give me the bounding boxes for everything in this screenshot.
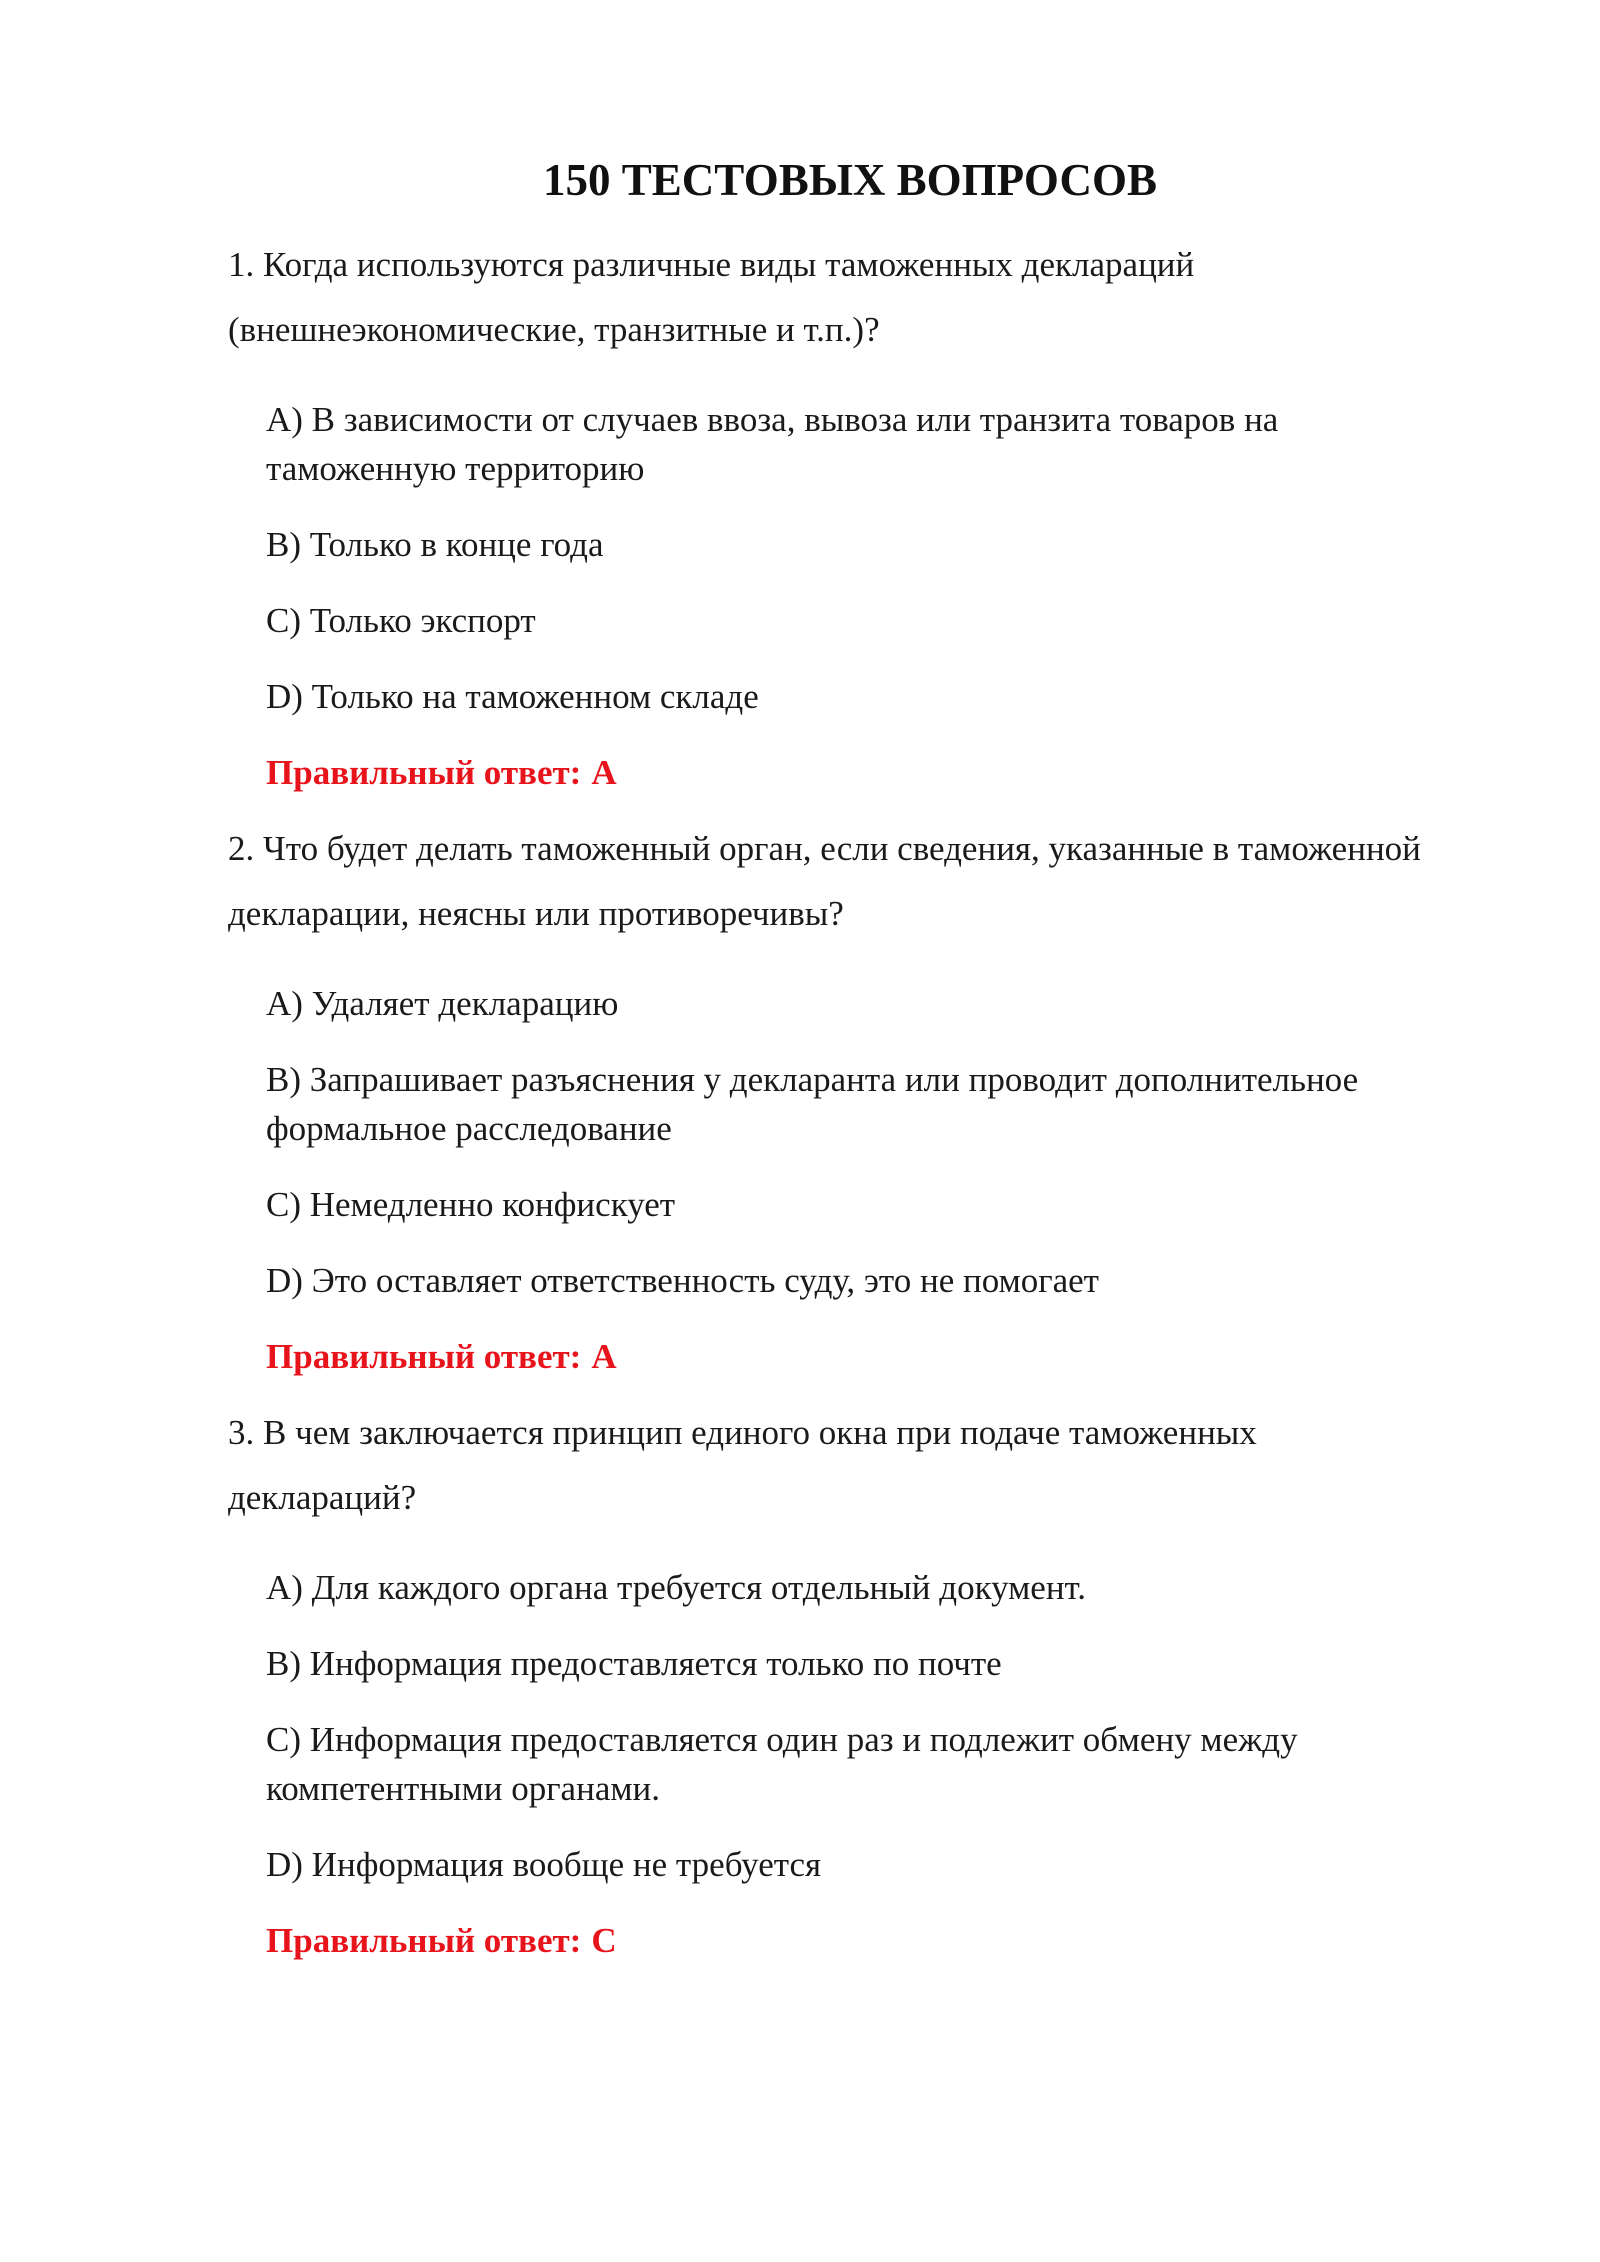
question-2-option-b: B) Запрашивает разъяснения у декларанта или проводит дополнительное формальное расследование [266, 1060, 1359, 1148]
question-3-answer [266, 1916, 617, 1965]
answer-value: A [591, 1337, 617, 1376]
question-1-options [266, 395, 1466, 721]
question-3-options [266, 1563, 1466, 1889]
answer-label: Правильный ответ: [266, 753, 582, 792]
question-3-text: 3. В чем заключается принцип единого окна при подаче таможенных деклараций? [228, 1413, 1257, 1517]
question-2-option-c: C) Немедленно конфискует [266, 1185, 676, 1224]
question-2-option-a: A) Удаляет декларацию [266, 984, 619, 1023]
question-2-option-d: D) Это оставляет ответственность суду, это не помогает [266, 1261, 1099, 1300]
question-1-option-c: C) Только экспорт [266, 601, 536, 640]
question-2-answer [266, 1332, 617, 1381]
answer-label: Правильный ответ: [266, 1921, 582, 1960]
question-1-option-a: A) В зависимости от случаев ввоза, вывоза или транзита товаров на таможенную территорию [266, 400, 1279, 488]
question-3-option-c: C) Информация предоставляется один раз и подлежит обмену между компетентными органами. [266, 1720, 1298, 1808]
question-1-answer [266, 748, 617, 797]
question-2-text: 2. Что будет делать таможенный орган, если сведения, указанные в таможенной декларации, неясны или противоречивы? [228, 829, 1421, 933]
answer-value: A [591, 753, 617, 792]
question-3-option-d: D) Информация вообще не требуется [266, 1845, 822, 1884]
answer-label: Правильный ответ: [266, 1337, 582, 1376]
question-3-option-b: B) Информация предоставляется только по почте [266, 1644, 1002, 1683]
question-1-option-d: D) Только на таможенном складе [266, 677, 759, 716]
question-1-option-b: B) Только в конце года [266, 525, 604, 564]
question-2-options [266, 979, 1466, 1305]
document-title: 150 ТЕСТОВЫХ ВОПРОСОВ [543, 155, 1157, 205]
answer-value: C [591, 1921, 617, 1960]
question-3-option-a: A) Для каждого органа требуется отдельный документ. [266, 1568, 1086, 1607]
question-1-text: 1. Когда используются различные виды таможенных деклараций (внешнеэкономические, транзитные и т.п.)? [228, 245, 1195, 349]
